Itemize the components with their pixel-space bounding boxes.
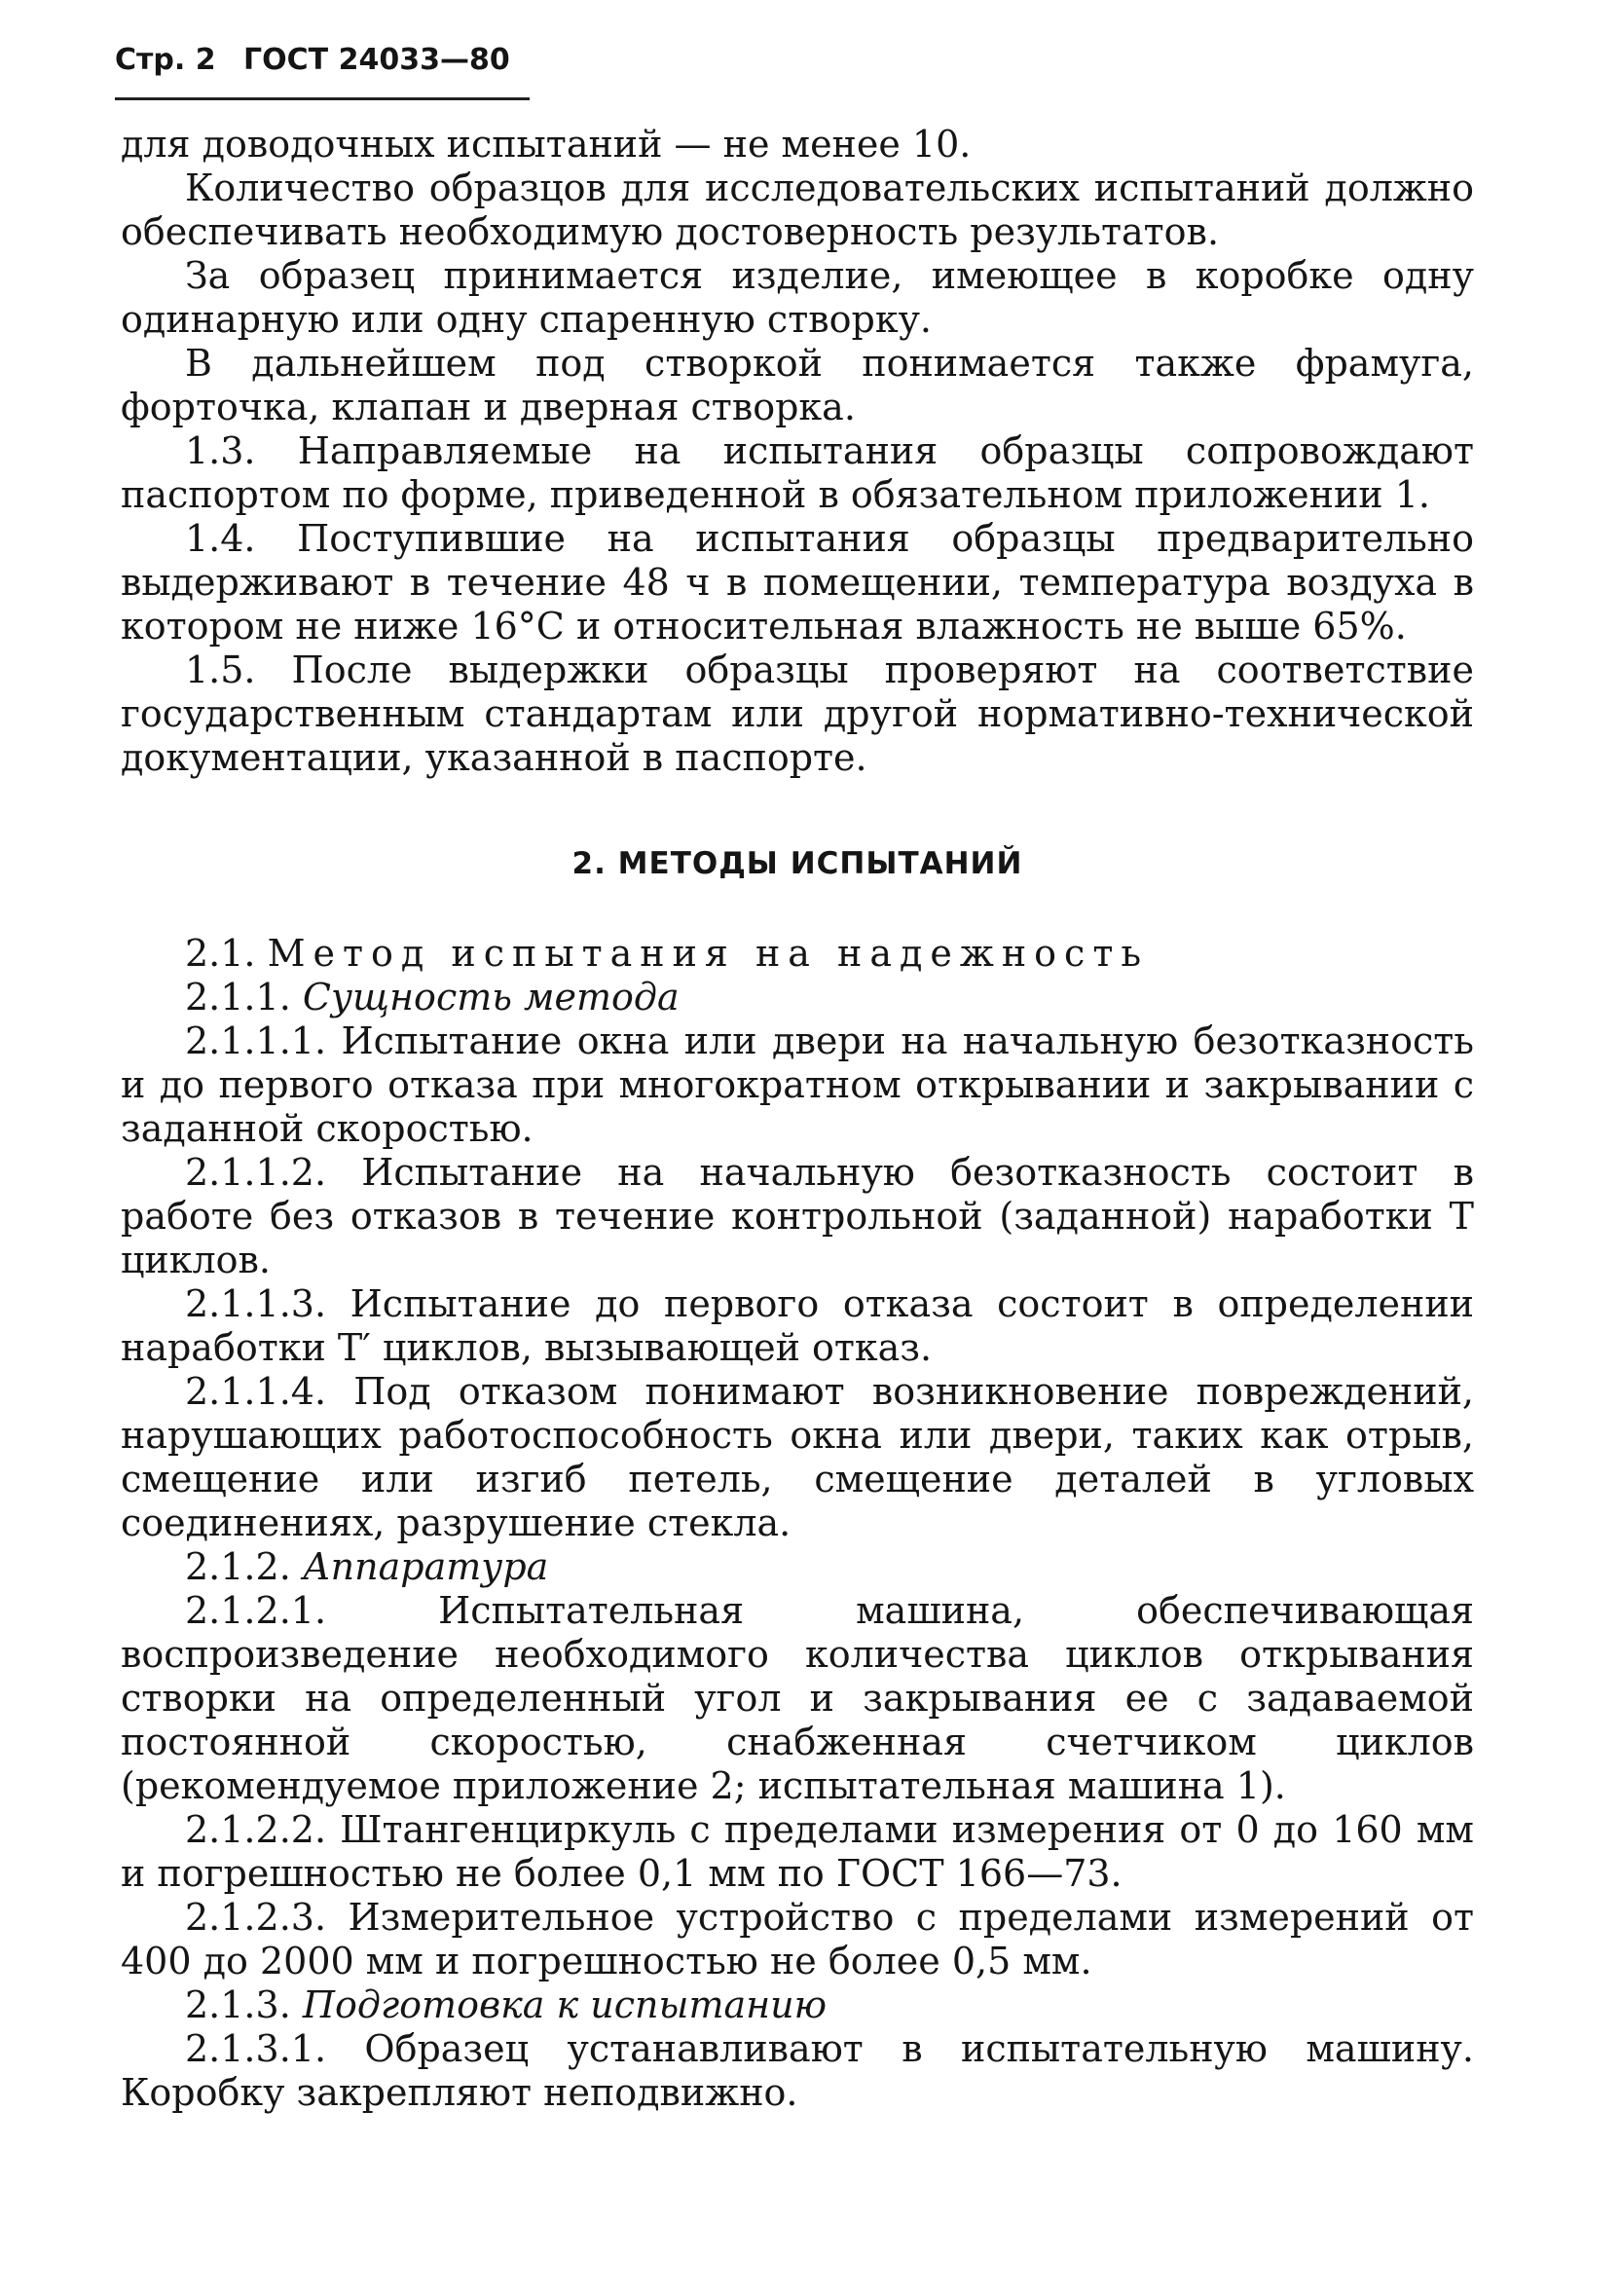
subsection-number: 2.1.3. [185, 1983, 291, 2026]
subsection-title: Метод испытания на надежность [267, 932, 1150, 975]
standard-number: ГОСТ 24033—80 [243, 43, 510, 77]
clause-2-1-1-1: 2.1.1.1. Испытание окна или двери на начальную безотказность и до первого отказа при многократном открывании и закрывании с заданной скоростью. [121, 1019, 1474, 1150]
clause-2-1-3-1: 2.1.3.1. Образец устанавливают в испытательную машину. Коробку закрепляют неподвижно. [121, 2027, 1474, 2114]
clause-2-1-1-3: 2.1.1.3. Испытание до первого отказа состоит в определении наработки T′ циклов, вызывающей отказ. [121, 1282, 1474, 1369]
clause-2-1-2-3: 2.1.2.3. Измерительное устройство с пределами измерений от 400 до 2000 мм и погрешностью не более 0,5 мм. [121, 1896, 1474, 1982]
page-number-label: Стр. 2 [115, 43, 216, 77]
subsection-2-1-3 [121, 1983, 1474, 2027]
clause-1-5: 1.5. После выдержки образцы проверяют на соответствие государственным стандартам или другой нормативно-технической документации, указанной в паспорте. [121, 648, 1474, 779]
clause-2-1-2-1: 2.1.2.1. Испытательная машина, обеспечивающая воспроизведение необходимого количества циклов открывания створки на определенный угол и закрывания ее с задаваемой постоянной скоростью, снабженная счетчиком циклов (рекомендуемое приложение 2; испытательная машина 1). [121, 1589, 1474, 1807]
subsection-title: Сущность метода [302, 976, 680, 1018]
clause-2-1-1-2: 2.1.1.2. Испытание на начальную безотказность состоит в работе без отказов в течение контрольной (заданной) наработки T циклов. [121, 1151, 1474, 1281]
page-header [115, 41, 530, 100]
clause-1-4: 1.4. Поступившие на испытания образцы предварительно выдерживают в течение 48 ч в помещении, температура воздуха в котором не ниже 16°С и относительная влажность не выше 65%. [121, 517, 1474, 648]
document-body [121, 123, 1474, 2115]
clause-1-3: 1.3. Направляемые на испытания образцы сопровождают паспортом по форме, приведенной в обязательном приложении 1. [121, 429, 1474, 516]
clause-2-1-2-2: 2.1.2.2. Штангенциркуль с пределами измерения от 0 до 160 мм и погрешностью не более 0,1 мм по ГОСТ 166—73. [121, 1808, 1474, 1895]
subsection-number: 2.1.1. [185, 976, 291, 1018]
subsection-2-1 [121, 932, 1474, 976]
paragraph: В дальнейшем под створкой понимается также фрамуга, форточка, клапан и дверная створка. [121, 342, 1474, 428]
paragraph: для доводочных испытаний — не менее 10. [121, 123, 972, 166]
subsection-title: Аппаратура [302, 1545, 549, 1588]
subsection-number: 2.1.2. [185, 1545, 291, 1588]
subsection-2-1-1 [121, 976, 1474, 1019]
clause-2-1-1-4: 2.1.1.4. Под отказом понимают возникновение повреждений, нарушающих работоспособность окна или двери, таких как отрыв, смещение или изгиб петель, смещение деталей в угловых соединениях, разрушение стекла. [121, 1370, 1474, 1544]
subsection-2-1-2 [121, 1545, 1474, 1589]
paragraph: Количество образцов для исследовательских испытаний должно обеспечивать необходимую достоверность результатов. [121, 167, 1474, 253]
section-2-title: 2. МЕТОДЫ ИСПЫТАНИЙ [571, 846, 1023, 881]
paragraph: За образец принимается изделие, имеющее в коробке одну одинарную или одну спаренную створку. [121, 254, 1474, 341]
subsection-number: 2.1. [185, 932, 256, 975]
subsection-title: Подготовка к испытанию [302, 1983, 828, 2026]
